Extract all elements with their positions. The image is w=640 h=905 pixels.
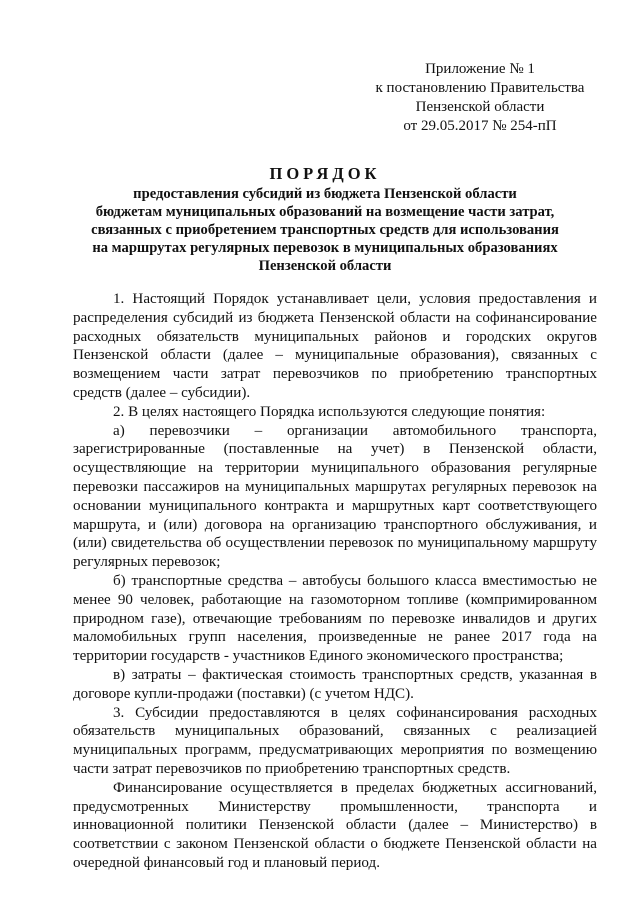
paragraph-2c: в) затраты – фактическая стоимость транспортных средств, указанная в договоре купли-продажи (поставки) (с учетом НДС). bbox=[73, 666, 597, 702]
paragraph-3: 3. Субсидии предоставляются в целях софинансирования расходных обязательств муниципальных образований, связанных с реализацией муниципальных программ, предусматривающих мероприятия по возмещению части затрат перевозчиков по приобретению транспортных средств. bbox=[73, 704, 597, 777]
paragraph-2: 2. В целях настоящего Порядка используются следующие понятия: bbox=[113, 403, 546, 420]
appendix-line: к постановлению Правительства bbox=[375, 80, 585, 96]
paragraph-financing: Финансирование осуществляется в пределах бюджетных ассигнований, предусмотренных Министерству промышленности, транспорта и инновационной политики Пензенской области (далее – Министерство) в соответствии с законом Пензенской области о бюджете Пензенской области на очередной финансовый год и плановый период. bbox=[73, 779, 597, 871]
subtitle-line: предоставления субсидий из бюджета Пензенской области bbox=[133, 186, 517, 202]
appendix-line: от 29.05.2017 № 254-пП bbox=[403, 118, 557, 134]
paragraph-1: 1. Настоящий Порядок устанавливает цели, условия предоставления и распределения субсидий из бюджета Пензенской области на софинансирование расходных обязательств муниципальных районов и городских округов Пензенской области (далее – муниципальные образования), связанных с возмещением части затрат перевозчиков по приобретению транспортных средств (далее – субсидии). bbox=[73, 291, 597, 401]
subtitle-line: на маршрутах регулярных перевозок в муниципальных образованиях bbox=[92, 240, 558, 256]
subtitle-line: связанных с приобретением транспортных средств для использования bbox=[91, 222, 559, 238]
document-body bbox=[73, 290, 597, 873]
appendix-line: Приложение № 1 bbox=[425, 61, 535, 77]
subtitle-line: Пензенской области bbox=[258, 258, 392, 274]
appendix-line: Пензенской области bbox=[415, 99, 545, 115]
document-title: ПОРЯДОК bbox=[269, 164, 381, 183]
document-subtitle bbox=[60, 185, 590, 275]
paragraph-2b: б) транспортные средства – автобусы большого класса вместимостью не менее 90 человек, работающие на газомоторном топливе (компримированном природном газе), отвечающие требованиям по перевозке инвалидов и других маломобильных групп населения, произведенные не ранее 2017 года на территории государств - участников Единого экономического пространства; bbox=[73, 572, 597, 665]
appendix-header bbox=[360, 60, 600, 136]
paragraph-2a: а) перевозчики – организации автомобильного транспорта, зарегистрированные (поставленные на учет) в Пензенской области, осуществляющие на территории муниципального образования регулярные перевозки пассажиров на муниципальных маршрутах регулярных перевозок на основании муниципального контракта и маршрутных карт соответствующего маршрута, и (или) договора на организацию транспортного обслуживания, и (или) свидетельства об осуществлении перевозок по муниципальному маршруту регулярных перевозок; bbox=[73, 422, 597, 571]
subtitle-line: бюджетам муниципальных образований на возмещение части затрат, bbox=[95, 204, 555, 220]
